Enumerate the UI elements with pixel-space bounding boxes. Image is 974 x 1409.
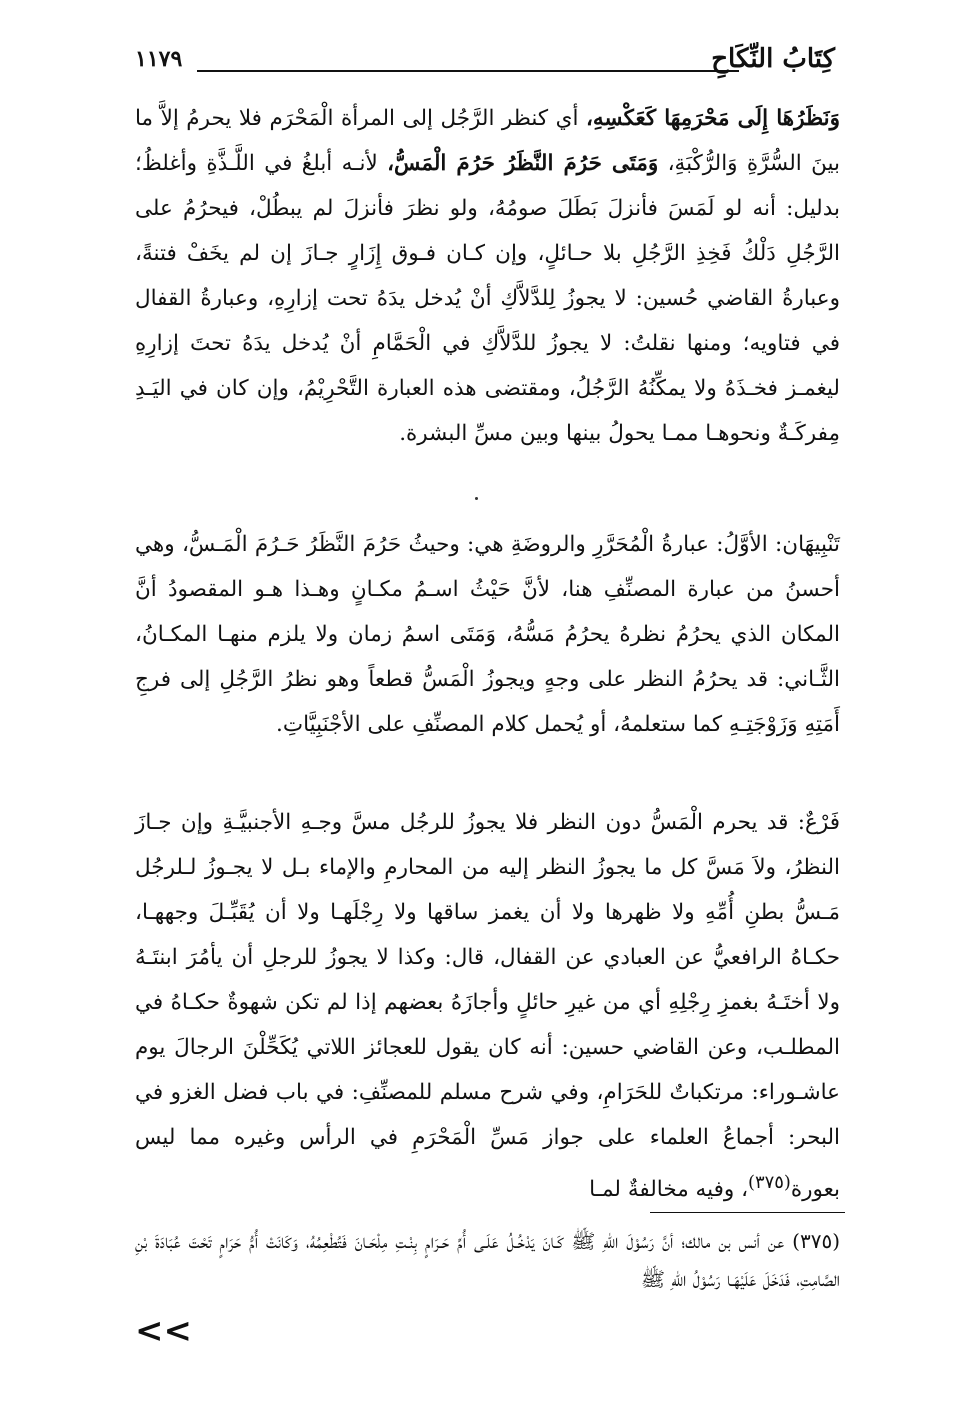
commentary-text: قد يحرم الْمَسُّ دون النظر فلا يجوزُ للرجُل مسَّ وجـهِ الأجنبيَّـةِ وإن جـازَ النظرُ، ولاَ مَسَّ كل ما يجوزُ النظر إليه من المحارمِ والإماء بـل لا يجـوزُ لـلرجُل مَـسُّ بطنِ أُمِّهِ ولا ظهرها ولا أن يغمز ساقها ولا رِجْلَهـا ولا أن يُقَبِّـلَ وجههـا، حكـاهُ الرافعيُّ عن العبادي عن القفال، قال: وكذا لا يجوزُ للرجلِ أن يأمُرَ ابنتَـهُ ولا أختَـهُ بغمزِ رِجْلِهِ أي من غيرِ حائلٍ وأجازَهُ بعضهم إذا لم تكن شهوةٌ حكـاهُ في المطلـب، وعن القاضي حسين: أنه كان يقول للعجائز اللاتي يُكَحِّلْنَ الرجالَ يوم عاشـوراء: مرتكباتٌ للحَرَامِ، وفي شرح مسلم للمصنِّفِ: في باب فضل الغزو في البحر: أجماعُ العلماء على جواز مَسِّ الْمَحْرَمِ في الرأس وغيره مما ليس بعورة <box>135 810 840 1203</box>
paragraph-1 <box>135 96 840 456</box>
paragraph-3 <box>135 800 840 1212</box>
footnote <box>135 1222 840 1298</box>
header-rule <box>197 70 739 72</box>
section-heading: تَنْبِيهَان: <box>775 532 840 557</box>
chapter-title: كِتَابُ النِّكَاحِ <box>711 44 835 74</box>
running-header <box>135 42 835 82</box>
matn-quote: وَمَتَى حَرُمَ النَّظَرُ حَرُمَ الْمَسُّ، <box>387 151 659 176</box>
section-heading: فَرْعٌ: <box>797 810 840 835</box>
commentary-text: ، وفيه مخالفةٌ لمـا <box>589 1177 749 1203</box>
footnote-reference[interactable]: (٣٧٥) <box>748 1172 791 1193</box>
commentary-text: أي كنظر الرَّجُل إلى المرأة الْمَحْرَم فلا يحرمُ إلاَّ ما بينَ السُّرَّةِ وَالرُّكْبَةِ، <box>135 106 840 176</box>
continued-marker: << <box>135 1311 192 1351</box>
footnote-number: (٣٧٥) <box>792 1229 840 1253</box>
print-speck <box>475 497 478 500</box>
footnote-rule <box>650 1212 845 1213</box>
matn-quote: وَنَظَرُهَا إِلَى مَحْرَمِهَا كَعَكْسِهِ، <box>585 106 840 131</box>
paragraph-2 <box>135 522 840 747</box>
commentary-text: الأوَّلُ: عبارةُ الْمُحَرَّرِ والروضَةِ هي: وحيثُ حَرُمَ النَّظَرُ حَـرُمَ الْمَـسُّ، وهي أحسنُ من عبارة المصنِّفِ هنا، لأنَّ حَيْثُ اسـمُ مكـانٍ وهـذا هـو المقصودُ أنَّ المكان الذي يحرُمُ نظرهُ يحرُمُ مَسُّهُ، وَمَتَى اسمُ زمان ولا يلزم منهـا المكـانُ، الثَّـاني: قد يحرُمُ النظر على وجهٍ ويجوزُ الْمَسُّ قطعاً وهو نظرُ الرَّجُلِ إلى فرجِ أَمَتِهِ وَزَوْجَتِـهِ كما ستعلمهُ، أو يُحمل كلام المصنِّفِ على الأجْنَبِيَّاتِ. <box>135 532 840 737</box>
commentary-text: لأنـه أبلغُ في اللَّـذَّةِ وأغلظُ؛ بدليل: أنه لو لَمَسَ فأنزلَ بَطَلَ صومُهُ، ولو نظرَ فأنزلَ لم يبطُلْ، فيحرُمُ على الرَّجُلِ دَلْكُ فَخِذِ الرَّجُلِ بلا حـائلٍ، وإن كـان فـوق إِزَارٍ جـازَ إن لم يخَفْ فتنةً، وعبارةُ القاضي حُسين: لا يجوزُ لِلدَّلاَّكِ أنْ يُدخل يدَهُ تحت إزارِهِ، وعبارةُ القفال في فتاويه؛ ومنها نقلتُ: لا يجوزُ للدَّلاَّكِ في الْحَمَّامِ أنْ يُدخل يدَهُ تحتَ إزارِهِ ليغمـز فخـذَهُ ولا يمكِّنُهُ الرَّجُلُ، ومقتضى هذه العبارة التَّحْرِيْمُ، وإن كان في اليَـدِ مِفركَـةٌ ونحوهـا ممـا يحولُ بينها وبين مسِّ البشرة. <box>135 151 840 446</box>
page-number: ١١٧٩ <box>135 46 183 72</box>
footnote-text: عن أنس بن مالك؛ أنَّ رَسُوْلَ اللهِ ﷺ كَـانَ يَدْخُـلُ عَلَـى أُمِّ حَـرَامٍ بِنْـتِ مِلْحَـانَ فَتُطْعِمُهُ، وَكَانَتْ أُمُّ حَرَامٍ تَحْتَ عُبَادَةَ بْنِ الصَّامِتِ، فَدَخَلَ عَلَيْهَـا رَسُوْلُ اللهِ ﷺ <box>135 1229 840 1291</box>
